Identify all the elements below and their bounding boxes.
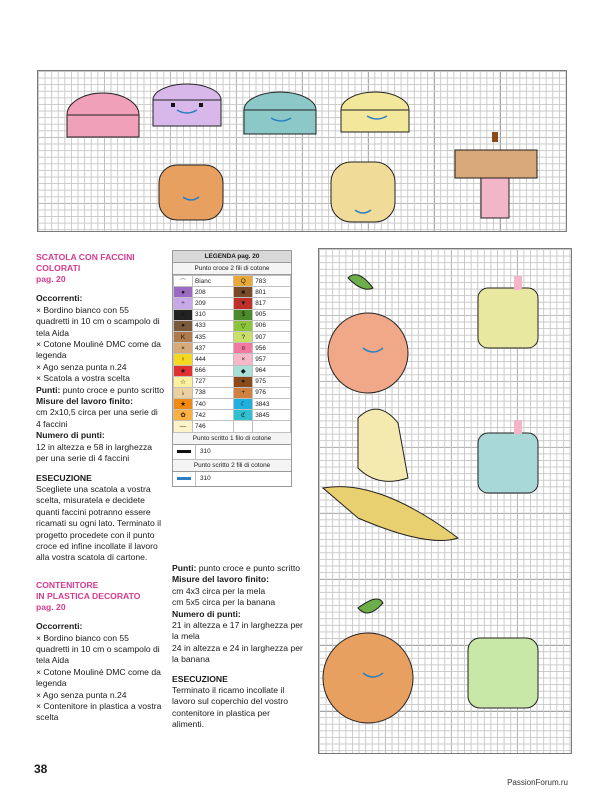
material-item: × Bordino bianco con 55 quadretti in 10 cm o scampolo di tela Aida [36, 304, 160, 338]
occorrenti-label: Occorrenti: [36, 621, 83, 632]
legend-symbol: ℭ [234, 410, 253, 421]
legend-symbol: ■ [174, 309, 193, 320]
pink-face-motif [67, 93, 139, 137]
legend-symbol: Q [234, 276, 253, 287]
banana-motif [323, 409, 458, 540]
legend-row [174, 320, 291, 331]
mushroom-face-motif [455, 132, 537, 218]
legend-code: 740 [193, 399, 234, 410]
legend-code: 817 [253, 298, 291, 309]
misure-label: Misure del lavoro finito: [36, 396, 133, 407]
legend-row [174, 376, 291, 387]
apple-motif [328, 275, 408, 393]
legend-symbol: ● [174, 320, 193, 331]
occorrenti-label: Occorrenti: [36, 293, 83, 304]
legend-code: 433 [193, 320, 234, 331]
punti-line: Punti: punto croce e punto scritto [36, 384, 165, 395]
misure-label: Misure del lavoro finito: [172, 574, 269, 585]
legend-cross-header: Punto croce 2 fili di cotone [173, 263, 291, 275]
legend-code: 208 [193, 287, 234, 298]
numero-value: 21 in altezza e 17 in larghezza per la mela [172, 620, 303, 642]
legend-code [253, 421, 291, 432]
cream-face-motif [331, 162, 395, 222]
legend-symbol: ★ [174, 365, 193, 376]
legend-code: 906 [253, 320, 291, 331]
legend-code: 907 [253, 331, 291, 342]
legend-row [174, 410, 291, 421]
black-line-swatch [177, 450, 191, 453]
legend-row [174, 298, 291, 309]
instructions-column-2 [172, 563, 304, 731]
orange-face-motif [159, 165, 223, 220]
legend-symbol: — [174, 421, 193, 432]
legend-row [174, 365, 291, 376]
numero-label: Numero di punti: [172, 608, 241, 619]
material-item: × Ago senza punta n.24 [36, 361, 127, 372]
legend-code: 905 [253, 309, 291, 320]
misure-value: cm 5x5 circa per la banana [172, 597, 276, 608]
legend-backstitch2-header: Punto scritto 2 fili di cotone [173, 460, 291, 472]
legend-code: 738 [193, 387, 234, 398]
legend-symbol: ☾ [234, 399, 253, 410]
legend-row [174, 331, 291, 342]
legend-symbol: ✿ [174, 410, 193, 421]
legend-symbol: $ [234, 309, 253, 320]
legend-code: 957 [253, 354, 291, 365]
numero-value: 24 in altezza e 24 in larghezza per la banana [172, 642, 303, 665]
small-apple-motif [478, 276, 538, 348]
legend-symbol: ÷ [174, 298, 193, 309]
legend-code: 742 [193, 410, 234, 421]
legend-symbol: ◆ [234, 365, 253, 376]
fruit-motifs [318, 248, 570, 752]
section2-title: CONTENITORE [36, 579, 99, 590]
legend-code: 437 [193, 343, 234, 354]
section-title: SCATOLA CON FACCINI [36, 252, 135, 262]
legend-symbol: ● [234, 376, 253, 387]
legend-code: 956 [253, 343, 291, 354]
legend-code: 3845 [253, 410, 291, 421]
legend-row [174, 354, 291, 365]
legend-row [174, 421, 291, 432]
legend-symbol: + [234, 387, 253, 398]
legend-code: 209 [193, 298, 234, 309]
legend-symbol: ▽ [234, 320, 253, 331]
material-item: × Contenitore in plastica a vostra scelta [36, 701, 162, 723]
legend-symbol: ● [174, 287, 193, 298]
section-title-line2: COLORATI [36, 263, 81, 273]
legend-box [172, 250, 292, 487]
watermark: PassionForum.ru [507, 778, 568, 787]
esecuzione-label: ESECUZIONE [36, 472, 92, 483]
face-motifs-top [37, 70, 565, 230]
legend-table [173, 275, 291, 433]
orange-fruit-motif [323, 599, 413, 723]
esecuzione-label: ESECUZIONE [172, 673, 228, 684]
numero-label: Numero di punti: [36, 430, 105, 441]
legend-symbol: × [234, 354, 253, 365]
legend-backstitch1-row: 310 [173, 445, 291, 460]
legend-symbol: ? [234, 331, 253, 342]
material-item: × Cotone Mouliné DMC come da legenda [36, 339, 161, 361]
legend-symbol: ⌒ [174, 276, 193, 287]
legend-code: 666 [193, 365, 234, 376]
esecuzione-text: Terminato il ricamo incollate il lavoro sul coperchio del vostro contenitore in plastica per alimenti. [172, 685, 289, 730]
instructions-column [36, 252, 164, 724]
legend-symbol: ▼ [234, 298, 253, 309]
material-item: × Bordino bianco con 55 quadretti in 10 cm o scampolo di tela Aida [36, 632, 160, 666]
material-item: × Cotone Mouliné DMC come da legenda [36, 666, 161, 689]
small-teal-motif [478, 420, 538, 493]
punti-line: Punti: punto croce e punto scritto [172, 563, 301, 573]
teal-face-motif [244, 92, 316, 134]
legend-code: 964 [253, 365, 291, 376]
legend-row [174, 387, 291, 398]
legend-code: 727 [193, 376, 234, 387]
legend-code: 975 [253, 376, 291, 387]
legend-symbol: ★ [174, 399, 193, 410]
material-item: × Ago senza punta n.24 [36, 689, 127, 700]
section2-page-ref: pag. 20 [36, 601, 66, 612]
legend-symbol: ☆ [174, 376, 193, 387]
legend-backstitch1-header: Punto scritto 1 filo di cotone [173, 433, 291, 445]
legend-code: 3843 [253, 399, 291, 410]
legend-row [174, 287, 291, 298]
legend-symbol: ♭ [174, 387, 193, 398]
legend-symbol: ¤ [234, 343, 253, 354]
blue-line-swatch [177, 477, 191, 480]
legend-backstitch2-row: 310 [173, 472, 291, 486]
legend-symbol: ■ [234, 287, 253, 298]
legend-code: 435 [193, 331, 234, 342]
section2-title-line2: IN PLASTICA DECORATO [36, 590, 141, 601]
legend-row [174, 276, 291, 287]
lilac-face-motif [153, 84, 221, 126]
legend-symbol: × [174, 343, 193, 354]
legend-code: Bianc [193, 276, 234, 287]
legend-row [174, 309, 291, 320]
material-item: × Scatola a vostra scelta [36, 373, 130, 384]
misure-value: cm 2x10,5 circa per una serie di 4 faccini [36, 407, 158, 429]
legend-code: 976 [253, 387, 291, 398]
legend-row [174, 399, 291, 410]
legend-code: 801 [253, 287, 291, 298]
esecuzione-text: Scegliete una scatola a vostra scelta, misuratela e decidete quanti faccini potranno essere ricamati su ogni lato. Terminato il progetto procedete con il punto croce ed infine incollate il lavoro alla vostra scatola di cartone. [36, 483, 161, 563]
legend-symbol [234, 421, 253, 432]
legend-title: LEGENDA pag. 20 [173, 251, 291, 263]
numero-value: 12 in altezza e 58 in larghezza per una serie di 4 faccini [36, 441, 153, 464]
legend-code: 310 [193, 309, 234, 320]
page-number: 38 [34, 762, 48, 776]
legend-code: 444 [193, 354, 234, 365]
legend-code: 783 [253, 276, 291, 287]
small-green-motif [468, 638, 538, 708]
yellow-face-motif [341, 92, 409, 132]
section-page-ref: pag. 20 [36, 274, 66, 284]
misure-value: cm 4x3 circa per la mela [172, 585, 266, 596]
legend-code: 746 [193, 421, 234, 432]
legend-row [174, 343, 291, 354]
legend-symbol: ♀ [174, 354, 193, 365]
legend-symbol: K [174, 331, 193, 342]
